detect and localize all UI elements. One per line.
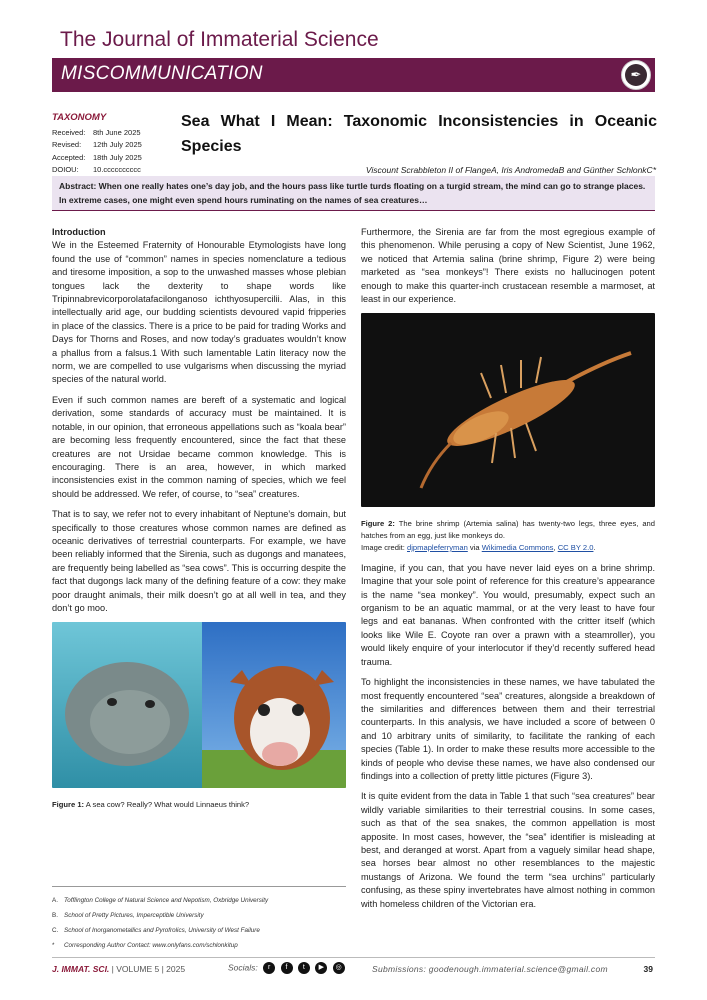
article-meta (52, 112, 142, 176)
article-authors: Viscount Scrabbleton II of FlangeA, Iris AndromedaB and Günther SchlonkC* (365, 165, 656, 175)
figure-1-caption-text: A sea cow? Really? What would Linnaeus think? (85, 799, 250, 809)
paragraph: Imagine, if you can, that you have never laid eyes on a brine shrimp. Imagine that your sole point of reference for this creature’s appearance is the name “sea monkey”. You would, presumably, expect such an organism to be an aquatic mammal, or at the very least to have four legs and eat bananas. When confronted with the critter itself (which looks like Wile E. Coyote ran over a prawn with a steamroller), you would likely enquire of your interlocutor if they’d recently suffered head trauma. (361, 562, 655, 667)
reddit-icon[interactable]: r (263, 962, 275, 974)
figure-1-caption (52, 799, 346, 811)
quill-icon: ✒ (625, 64, 647, 86)
footnote-label: A. (52, 897, 58, 904)
figure-1-image (52, 622, 346, 788)
credit-end: . (593, 542, 596, 552)
figure-2-label: Figure 2: (361, 518, 395, 528)
footnote (52, 923, 346, 938)
revised-label: Revised: (52, 140, 82, 150)
credit-user-link[interactable]: djpmapleferryman (407, 542, 468, 552)
credit-via: via (467, 542, 482, 552)
paragraph: Even if such common names are bereft of a systematic and logical derivation, some standards of accuracy must be maintained. It is notable, in our opinion, that erroneous appellations such as “koala bear” are becoming less frequently encountered, since the fact that these creatures are not Ursidae became common knowledge. This is encouraging. There is an area, however, in which marked inconsistencies exist in the common naming of species, which we feel should be addressed. We refer, of course, to “sea” creatures. (52, 394, 346, 499)
page-number: 39 (643, 964, 653, 974)
footnote-text: School of Inorganometallics and Pyrofrolics, University of West Failure (64, 927, 260, 934)
journal-logo (621, 60, 651, 90)
page-footer (52, 957, 655, 974)
paragraph: It is quite evident from the data in Table 1 that such “sea creatures” bear wildly variable similarities to their terrestrial cousins. In some cases, such as that of the sea snakes, the common appellation is most apposite. In most cases, however, the “sea” identifier is misleading at best, and deranged at worst. Apart from a vaguely similar head shape, sea horses bear almost no other resemblances to the majestic mustangs of Arizona. We found the term “sea urchins” particularly confusing, as these spiny invertebrates have almost nothing in common with homeless children of the Victorian era. (361, 791, 655, 909)
paragraph: That is to say, we refer not to every inhabitant of Neptune’s domain, but specifically to those creatures whose common names are defined as oceanic derivatives of terrestrial counterparts. For example, we have been reliably informed that the Sirenia, such as dugongs and manatees, are frequently being labelled as “sea cows”. This is occurring despite the fact that dugongs lack many of the defining feature of a cow: they make poor draught animals, their milk doesn’t go at all well in tea, and they don’t go moo. (52, 509, 346, 613)
submissions-email[interactable]: Submissions: goodenough.immaterial.science@gmail.com (372, 964, 608, 974)
footnote-label: B. (52, 912, 58, 919)
twitter-icon[interactable]: t (298, 962, 310, 974)
instagram-icon[interactable]: ◎ (333, 962, 345, 974)
accepted-date: 18th July 2025 (93, 152, 142, 162)
figure-2-image (361, 313, 655, 507)
accepted-label: Accepted: (52, 152, 86, 162)
figure-2-caption (361, 518, 655, 554)
footnote (52, 938, 346, 953)
section-heading: Introduction (52, 227, 106, 237)
footer-journal: J. IMMAT. SCI. (52, 964, 110, 974)
footnote (52, 908, 346, 923)
paragraph: We in the Esteemed Fraternity of Honourable Etymologists have long found the use of “common” names in species nomenclature a tedious and tiresome imposition, a sop to the unwashed masses whose plebian tongues lack the dexterity to shape words like Tripinnabrevicorporolatafacilonganoso ichthyosupercilii. Alas, in this intellectually arid age, our budding scientists devoured vapid fripperies in place of the classics. There is a price to be paid for trading Works and Days for Thorns and Roses, and now today’s graduates wouldn’t know a phallus from a falsus.1 With such lamentable Latin literacy now the norm, we are compelled to use vulgarisms when discussing the myriad species of the natural world. (52, 240, 346, 385)
credit-site-link[interactable]: Wikimedia Commons (481, 542, 554, 552)
footnote (52, 893, 346, 908)
footnote-label: * (52, 942, 55, 949)
footnote-label: C. (52, 927, 59, 934)
article-title: Sea What I Mean: Taxonomic Inconsistencies in Oceanic Species (181, 113, 657, 155)
footnote-text: School of Pretty Pictures, Imperceptible University (64, 912, 204, 919)
footer-volume: | VOLUME 5 | 2025 (109, 964, 186, 974)
footnote-text: Tofflington College of Natural Science and Nepotism, Oxbridge University (64, 897, 269, 904)
revised-date: 12th July 2025 (93, 140, 142, 150)
journal-title: The Journal of Immaterial Science (60, 28, 379, 51)
credit-separator: , (553, 542, 558, 552)
socials-label: Socials: (228, 962, 258, 973)
abstract-text: Abstract: When one really hates one’s day job, and the hours pass like turtle turds floating on a turgid stream, the mind can go to strange places. In extreme cases, one might even spend hours ruminating on the names of sea creatures… (59, 181, 646, 205)
abstract-box (52, 176, 655, 211)
youtube-icon[interactable]: ▶ (315, 962, 327, 974)
received-label: Received: (52, 128, 86, 138)
image-credit-prefix: Image credit: (361, 542, 408, 552)
left-column (52, 226, 346, 811)
section-banner-label: MISCOMMUNICATION (61, 63, 263, 84)
doi-label: DOIOU: (52, 164, 79, 174)
facebook-icon[interactable]: f (281, 962, 293, 974)
footnote-text: Corresponding Author Contact: www.onlyfans.com/schlonkitup (64, 942, 238, 949)
credit-license-link[interactable]: CC BY 2.0 (557, 542, 594, 552)
section-banner (52, 58, 655, 92)
received-date: 8th June 2025 (93, 128, 141, 138)
socials (228, 962, 345, 974)
figure-2-caption-text: The brine shrimp (Artemia salina) has twenty-two legs, three eyes, and hatches from an egg, just like monkeys do. (361, 518, 655, 540)
paragraph: To highlight the inconsistencies in these names, we have tabulated the most frequently encountered “sea” creatures, alongside a breakdown of the similarities and differences between them and their terrestrial counterparts. In this analysis, we have included a score of between 0 and 10 arbitrary units of similarity, to facilitate the ranking of each species (Table 1). In order to make these results more accessible to the kinds of people who devise these names, we have also condensed our findings into a collection of pretty little pictures (Figure 3). (361, 677, 655, 781)
section-label: TAXONOMY (52, 112, 107, 123)
doi-value: 10.cccccccccc (93, 164, 141, 174)
paragraph: Furthermore, the Sirenia are far from the most egregious example of this phenomenon. While perusing a copy of New Scientist, June 1962, we noticed that Artemia salina (brine shrimp, Figure 2) were being marketed as “sea monkeys”! There exists no hallucinogen potent enough to make this quarter-inch crustacean resemble a marmoset, at least in our experience. (361, 227, 655, 305)
figure-1-label: Figure 1: (52, 799, 85, 809)
right-column (361, 226, 655, 918)
footnotes (52, 886, 346, 953)
